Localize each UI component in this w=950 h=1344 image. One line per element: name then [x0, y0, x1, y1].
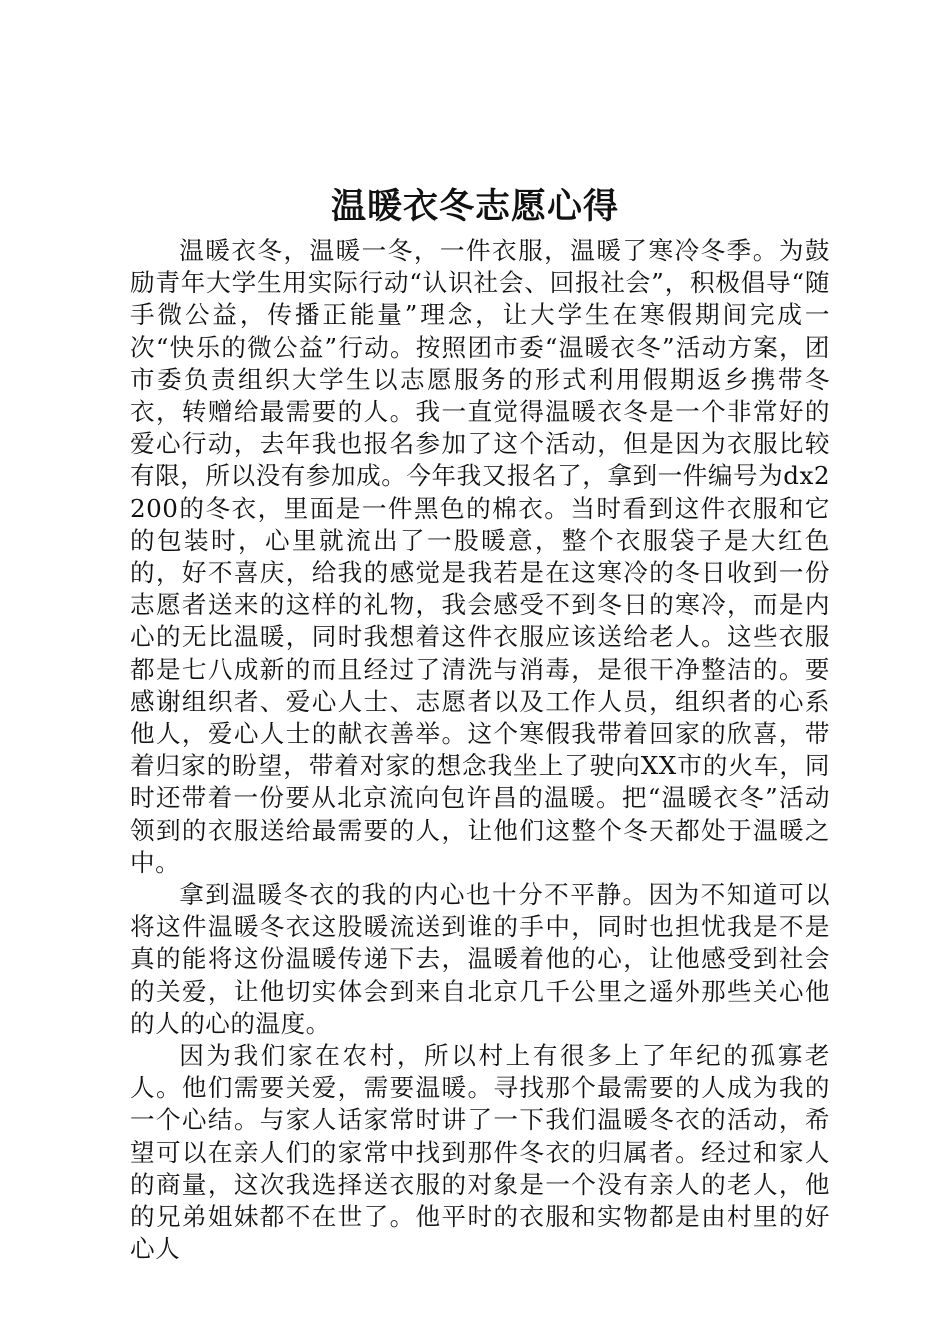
paragraph-1: 温暖衣冬，温暖一冬，一件衣服，温暖了寒冷冬季。为鼓励青年大学生用实际行动“认识社会、回报社会”，积极倡导“随手微公益，传播正能量”理念，让大学生在寒假期间完成一次“快乐的微公益”行动。按照团市委“温暖衣冬”活动方案，团市委负责组织大学生以志愿服务的形式利用假期返乡携带冬衣，转赠给最需要的人。我一直觉得温暖衣冬是一个非常好的爱心行动，去年我也报名参加了这个活动，但是因为衣服比较有限，所以没有参加成。今年我又报名了，拿到一件编号为dx2200的冬衣，里面是一件黑色的棉衣。当时看到这件衣服和它的包装时，心里就流出了一股暖意，整个衣服袋子是大红色的，好不喜庆，给我的感觉是我若是在这寒冷的冬日收到一份志愿者送来的这样的礼物，我会感受不到冬日的寒冷，而是内心的无比温暖，同时我想着这件衣服应该送给老人。这些衣服都是七八成新的而且经过了清洗与消毒，是很干净整洁的。要感谢组织者、爱心人士、志愿者以及工作人员，组织者的心系他人，爱心人士的献衣善举。这个寒假我带着回家的欣喜，带着归家的盼望，带着对家的想念我坐上了驶向XX市的火车，同时还带着一份要从北京流向包许昌的温暖。把“温暖衣冬”活动领到的衣服送给最需要的人，让他们这整个冬天都处于温暖之中。	[130, 236, 830, 877]
document-title: 温暖衣冬志愿心得	[330, 186, 619, 227]
paragraph-2: 拿到温暖冬衣的我的内心也十分不平静。因为不知道可以将这件温暖冬衣这股暖流送到谁的手中，同时也担忧我是不是真的能将这份温暖传递下去，温暖着他的心，让他感受到社会的关爱，让他切实体会到来自北京几千公里之遥外那些关心他的人的心的温度。	[130, 880, 830, 1038]
document-body	[130, 235, 830, 1266]
paragraph-3: 因为我们家在农村，所以村上有很多上了年纪的孤寡老人。他们需要关爱，需要温暖。寻找那个最需要的人成为我的一个心结。与家人话家常时讲了一下我们温暖冬衣的活动，希望可以在亲人们的家常中找到那件冬衣的归属者。经过和家人的商量，这次我选择送衣服的对象是一个没有亲人的老人，他的兄弟姐妹都不在世了。他平时的衣服和实物都是由村里的好心人	[130, 1041, 830, 1264]
